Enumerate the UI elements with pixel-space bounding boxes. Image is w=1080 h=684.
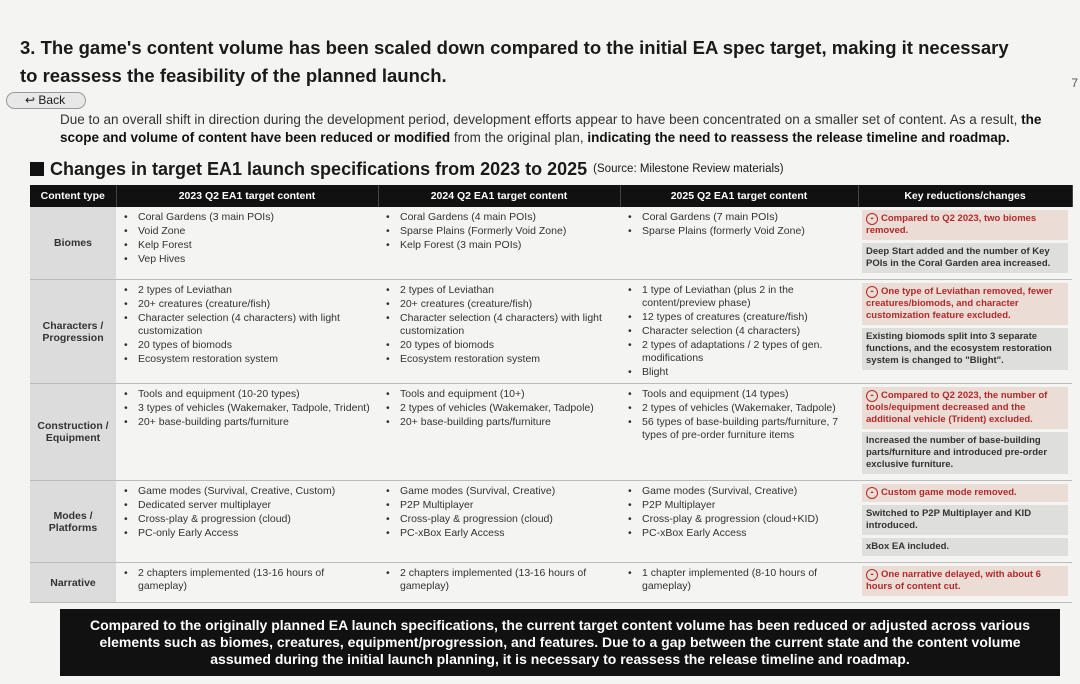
- list-item: • 20+ base-building parts/furniture: [384, 416, 614, 429]
- list-item: • Tools and equipment (14 types): [626, 388, 852, 401]
- key-changes-cell: [858, 280, 1072, 384]
- reduction-text: Compared to Q2 2023, two biomes removed.: [866, 213, 1037, 236]
- minus-circle-icon: -: [866, 487, 878, 499]
- summary-banner: Compared to the originally planned EA launch specifications, the current target content volume has been reduced or adjusted across various elements such as biomes, creatures, equipment/progression, and features. Due to a gap between the current state and the content volume assumed during the initial launch planning, it is necessary to reassess the release timeline and roadmap.: [60, 609, 1060, 676]
- list-item: • 20+ base-building parts/furniture: [122, 416, 372, 429]
- content-list: [626, 284, 852, 379]
- content-type-cell: Modes / Platforms: [30, 481, 116, 563]
- list-item: • 1 type of Leviathan (plus 2 in the content/preview phase): [626, 284, 852, 310]
- list-item: • Cross-play & progression (cloud+KID): [626, 513, 852, 526]
- content-list: [626, 567, 852, 593]
- intro-paragraph: [60, 111, 1065, 147]
- content-list: [384, 388, 614, 429]
- list-item: • P2P Multiplayer: [626, 499, 852, 512]
- list-item: • 20 types of biomods: [384, 339, 614, 352]
- c2023-cell: [116, 563, 378, 603]
- section-source: (Source: Milestone Review materials): [593, 163, 784, 175]
- content-list: [122, 388, 372, 429]
- intro-text: Due to an overall shift in direction during the development period, development efforts appear to have been concentrated on a smaller set of content. As a result,: [60, 112, 1022, 127]
- c2025-cell: [620, 280, 858, 384]
- content-list: [626, 211, 852, 238]
- c2024-cell: [378, 280, 620, 384]
- c2023-cell: [116, 384, 378, 481]
- c2024-cell: [378, 207, 620, 280]
- list-item: • 56 types of base-building parts/furniture, 7 types of pre-order furniture items: [626, 416, 852, 442]
- list-item: • 1 chapter implemented (8-10 hours of gameplay): [626, 567, 852, 593]
- content-list: [122, 567, 372, 593]
- change-note: Deep Start added and the number of Key POIs in the Coral Garden area increased.: [862, 243, 1068, 273]
- content-type-cell: Construction / Equipment: [30, 384, 116, 481]
- list-item: • Character selection (4 characters) with light customization: [384, 312, 614, 338]
- reduction-note: [862, 387, 1068, 429]
- list-item: • Character selection (4 characters) with light customization: [122, 312, 372, 338]
- list-item: • Kelp Forest (3 main POIs): [384, 239, 614, 252]
- content-list: [122, 211, 372, 266]
- reduction-text: Compared to Q2 2023, the number of tools/equipment decreased and the additional vehicle (Trident) excluded.: [866, 390, 1048, 425]
- content-type-cell: Biomes: [30, 207, 116, 280]
- c2024-cell: [378, 563, 620, 603]
- list-item: • Game modes (Survival, Creative): [626, 485, 852, 498]
- reduction-note: [862, 283, 1068, 325]
- column-header: Key reductions/changes: [858, 185, 1072, 207]
- list-item: • 2 types of vehicles (Wakemaker, Tadpole): [384, 402, 614, 415]
- list-item: • Blight: [626, 366, 852, 379]
- list-item: • Void Zone: [122, 225, 372, 238]
- list-item: • P2P Multiplayer: [384, 499, 614, 512]
- table-row: [30, 207, 1072, 280]
- reduction-note: [862, 210, 1068, 240]
- page-number: 7: [1071, 76, 1078, 90]
- list-item: • Character selection (4 characters): [626, 325, 852, 338]
- change-note: xBox EA included.: [862, 538, 1068, 556]
- c2023-cell: [116, 481, 378, 563]
- list-item: • 12 types of creatures (creature/fish): [626, 311, 852, 324]
- list-item: • 3 types of vehicles (Wakemaker, Tadpole, Trident): [122, 402, 372, 415]
- list-item: • Tools and equipment (10+): [384, 388, 614, 401]
- list-item: • 20+ creatures (creature/fish): [122, 298, 372, 311]
- spec-comparison-table: [30, 185, 1073, 603]
- key-changes-cell: [858, 481, 1072, 563]
- square-bullet-icon: [30, 162, 44, 176]
- list-item: • Coral Gardens (4 main POIs): [384, 211, 614, 224]
- content-list: [384, 567, 614, 593]
- content-list: [626, 388, 852, 442]
- list-item: • Dedicated server multiplayer: [122, 499, 372, 512]
- c2024-cell: [378, 384, 620, 481]
- list-item: • Kelp Forest: [122, 239, 372, 252]
- change-note: Switched to P2P Multiplayer and KID introduced.: [862, 505, 1068, 535]
- list-item: • Coral Gardens (3 main POIs): [122, 211, 372, 224]
- minus-circle-icon: -: [866, 286, 878, 298]
- intro-bold: the scope and volume of content have been reduced or modified: [60, 112, 1042, 145]
- content-type-cell: Narrative: [30, 563, 116, 603]
- table-row: [30, 481, 1072, 563]
- list-item: • PC-xBox Early Access: [626, 527, 852, 540]
- list-item: • 20 types of biomods: [122, 339, 372, 352]
- content-list: [626, 485, 852, 540]
- list-item: • PC-only Early Access: [122, 527, 372, 540]
- change-note: Existing biomods split into 3 separate functions, and the ecosystem restoration system is changed to "Blight".: [862, 328, 1068, 370]
- c2025-cell: [620, 563, 858, 603]
- list-item: • PC-xBox Early Access: [384, 527, 614, 540]
- intro-bold: indicating the need to reassess the release timeline and roadmap.: [587, 130, 1010, 145]
- c2023-cell: [116, 280, 378, 384]
- list-item: • Tools and equipment (10-20 types): [122, 388, 372, 401]
- list-item: • Game modes (Survival, Creative, Custom): [122, 485, 372, 498]
- change-note: Increased the number of base-building parts/furniture and introduced pre-order exclusive furniture.: [862, 432, 1068, 474]
- table-row: [30, 280, 1072, 384]
- column-header: 2023 Q2 EA1 target content: [116, 185, 378, 207]
- list-item: • 2 chapters implemented (13-16 hours of gameplay): [122, 567, 372, 593]
- reduction-text: One narrative delayed, with about 6 hours of content cut.: [866, 569, 1041, 592]
- list-item: • 2 types of Leviathan: [122, 284, 372, 297]
- list-item: • Sparse Plains (formerly Void Zone): [626, 225, 852, 238]
- content-list: [122, 485, 372, 540]
- list-item: • 2 types of adaptations / 2 types of gen. modifications: [626, 339, 852, 365]
- section-title: Changes in target EA1 launch specifications from 2023 to 2025: [50, 159, 588, 179]
- list-item: • 2 types of vehicles (Wakemaker, Tadpole): [626, 402, 852, 415]
- content-list: [384, 284, 614, 366]
- reduction-note: [862, 484, 1068, 502]
- list-item: • Cross-play & progression (cloud): [122, 513, 372, 526]
- list-item: • Sparse Plains (Formerly Void Zone): [384, 225, 614, 238]
- content-list: [384, 211, 614, 252]
- content-type-cell: Characters / Progression: [30, 280, 116, 384]
- table-header-row: [30, 185, 1072, 207]
- minus-circle-icon: -: [866, 569, 878, 581]
- table-row: [30, 563, 1072, 603]
- list-item: • Ecosystem restoration system: [384, 353, 614, 366]
- list-item: • 2 chapters implemented (13-16 hours of gameplay): [384, 567, 614, 593]
- c2023-cell: [116, 207, 378, 280]
- key-changes-cell: [858, 207, 1072, 280]
- table-row: [30, 384, 1072, 481]
- content-list: [384, 485, 614, 540]
- list-item: • Ecosystem restoration system: [122, 353, 372, 366]
- minus-circle-icon: -: [866, 390, 878, 402]
- section-heading: [30, 157, 1080, 181]
- list-item: • Vep Hives: [122, 253, 372, 266]
- page-title: 3. The game's content volume has been scaled down compared to the initial EA spec target, making it necessary to reassess the feasibility of the planned launch.: [20, 37, 1009, 86]
- reduction-note: [862, 566, 1068, 596]
- list-item: • Game modes (Survival, Creative): [384, 485, 614, 498]
- key-changes-cell: [858, 384, 1072, 481]
- list-item: • Cross-play & progression (cloud): [384, 513, 614, 526]
- intro-text: from the original plan,: [450, 130, 588, 145]
- c2025-cell: [620, 207, 858, 280]
- list-item: • 2 types of Leviathan: [384, 284, 614, 297]
- reduction-text: Custom game mode removed.: [881, 487, 1017, 498]
- column-header: 2024 Q2 EA1 target content: [378, 185, 620, 207]
- key-changes-cell: [858, 563, 1072, 603]
- list-item: • 20+ creatures (creature/fish): [384, 298, 614, 311]
- back-button[interactable]: ↩ Back: [6, 92, 86, 109]
- c2024-cell: [378, 481, 620, 563]
- c2025-cell: [620, 384, 858, 481]
- column-header: Content type: [30, 185, 116, 207]
- c2025-cell: [620, 481, 858, 563]
- column-header: 2025 Q2 EA1 target content: [620, 185, 858, 207]
- reduction-text: One type of Leviathan removed, fewer creatures/biomods, and character customization feature excluded.: [866, 286, 1053, 321]
- content-list: [122, 284, 372, 366]
- list-item: • Coral Gardens (7 main POIs): [626, 211, 852, 224]
- minus-circle-icon: -: [866, 213, 878, 225]
